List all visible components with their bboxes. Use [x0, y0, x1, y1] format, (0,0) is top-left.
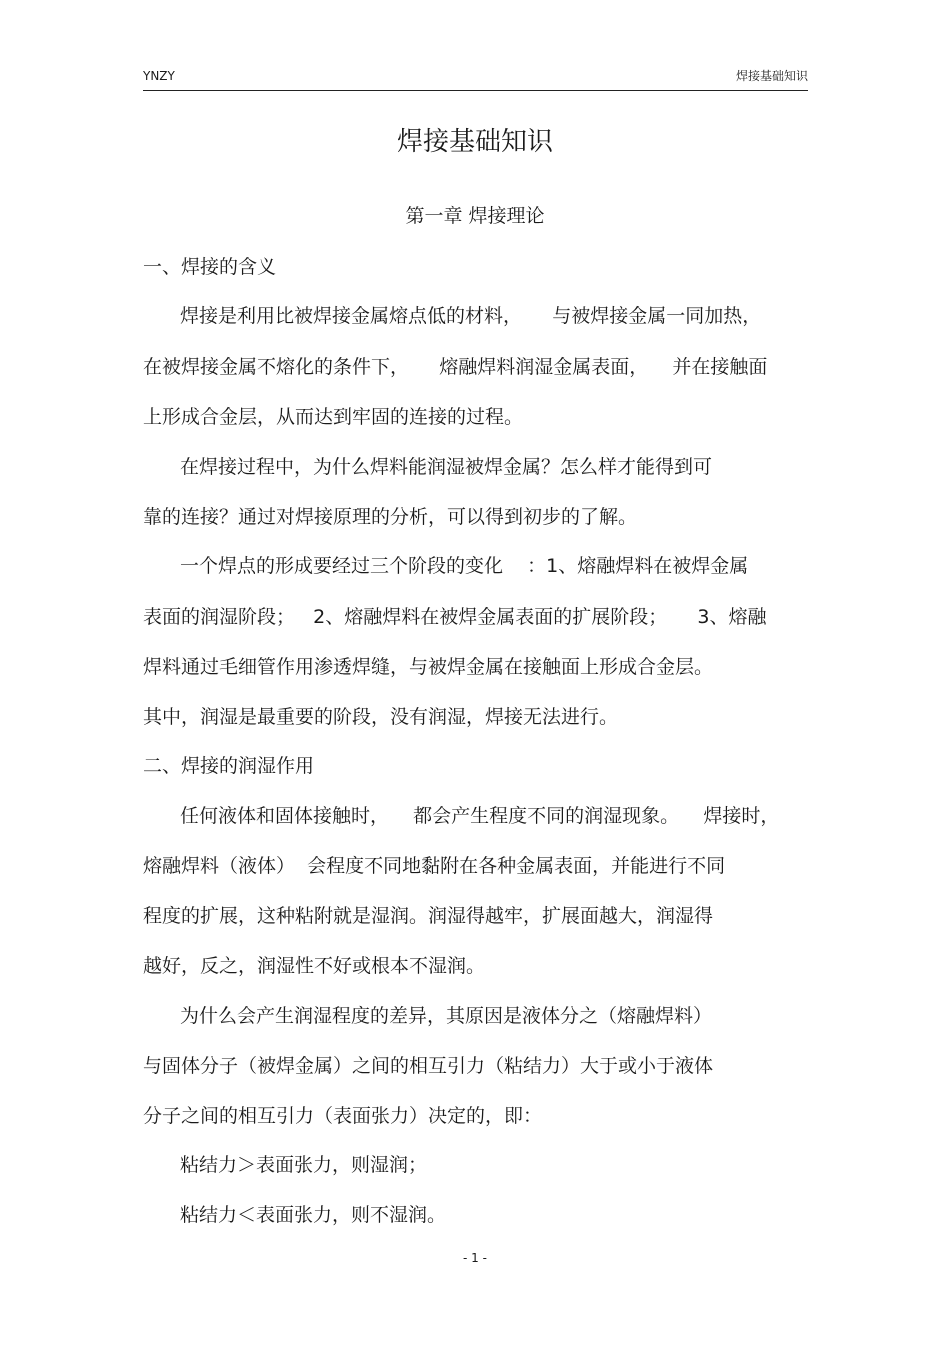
document-title: 焊接基础知识	[396, 127, 553, 157]
header-divider	[143, 90, 808, 91]
paragraph-line: 粘结力＜表面张力，则不湿润。	[180, 1204, 447, 1226]
paragraph-line: 焊料通过毛细管作用渗透焊缝，与被焊金属在接触面上形成合金层。	[143, 656, 714, 678]
paragraph-line: 焊接是利用比被焊接金属熔点低的材料， 与被焊接金属一同加热，	[180, 305, 762, 327]
header-left-text: YNZY	[143, 69, 175, 83]
paragraph-line: 靠的连接？通过对焊接原理的分析，可以得到初步的了解。	[143, 506, 638, 528]
paragraph-line: 任何液体和固体接触时， 都会产生程度不同的润湿现象。 焊接时，	[180, 805, 780, 827]
section-heading: 一、焊接的含义	[143, 256, 277, 278]
paragraph-line: 粘结力＞表面张力，则湿润；	[180, 1154, 428, 1176]
header-right-text: 焊接基础知识	[735, 69, 808, 83]
page-number: - 1 -	[463, 1251, 487, 1265]
section-heading: 二、焊接的润湿作用	[143, 755, 315, 777]
paragraph-line: 与固体分子（被焊金属）之间的相互引力（粘结力）大于或小于液体	[143, 1055, 714, 1077]
paragraph-line: 上形成合金层，从而达到牢固的连接的过程。	[143, 406, 524, 428]
paragraph-line: 为什么会产生润湿程度的差异，其原因是液体分之（熔融焊料）	[180, 1005, 713, 1027]
paragraph-line: 在被焊接金属不熔化的条件下， 熔融焊料润湿金属表面， 并在接触面	[143, 356, 768, 378]
paragraph-line: 其中，润湿是最重要的阶段，没有润湿，焊接无法进行。	[143, 706, 619, 728]
paragraph-line: 程度的扩展，这种粘附就是湿润。润湿得越牢，扩展面越大，润湿得	[143, 905, 714, 927]
paragraph-line: 越好，反之，润湿性不好或根本不湿润。	[143, 955, 486, 977]
paragraph-line: 分子之间的相互引力（表面张力）决定的，即：	[143, 1105, 543, 1127]
paragraph-line: 一个焊点的形成要经过三个阶段的变化 ：1、熔融焊料在被焊金属	[180, 555, 749, 577]
paragraph-line: 熔融焊料（液体） 会程度不同地黏附在各种金属表面，并能进行不同	[143, 855, 726, 877]
chapter-title: 第一章 焊接理论	[405, 205, 545, 227]
paragraph-line: 表面的润湿阶段； 2、熔融焊料在被焊金属表面的扩展阶段； 3、熔融	[143, 606, 767, 628]
paragraph-line: 在焊接过程中，为什么焊料能润湿被焊金属？怎么样才能得到可	[180, 456, 713, 478]
